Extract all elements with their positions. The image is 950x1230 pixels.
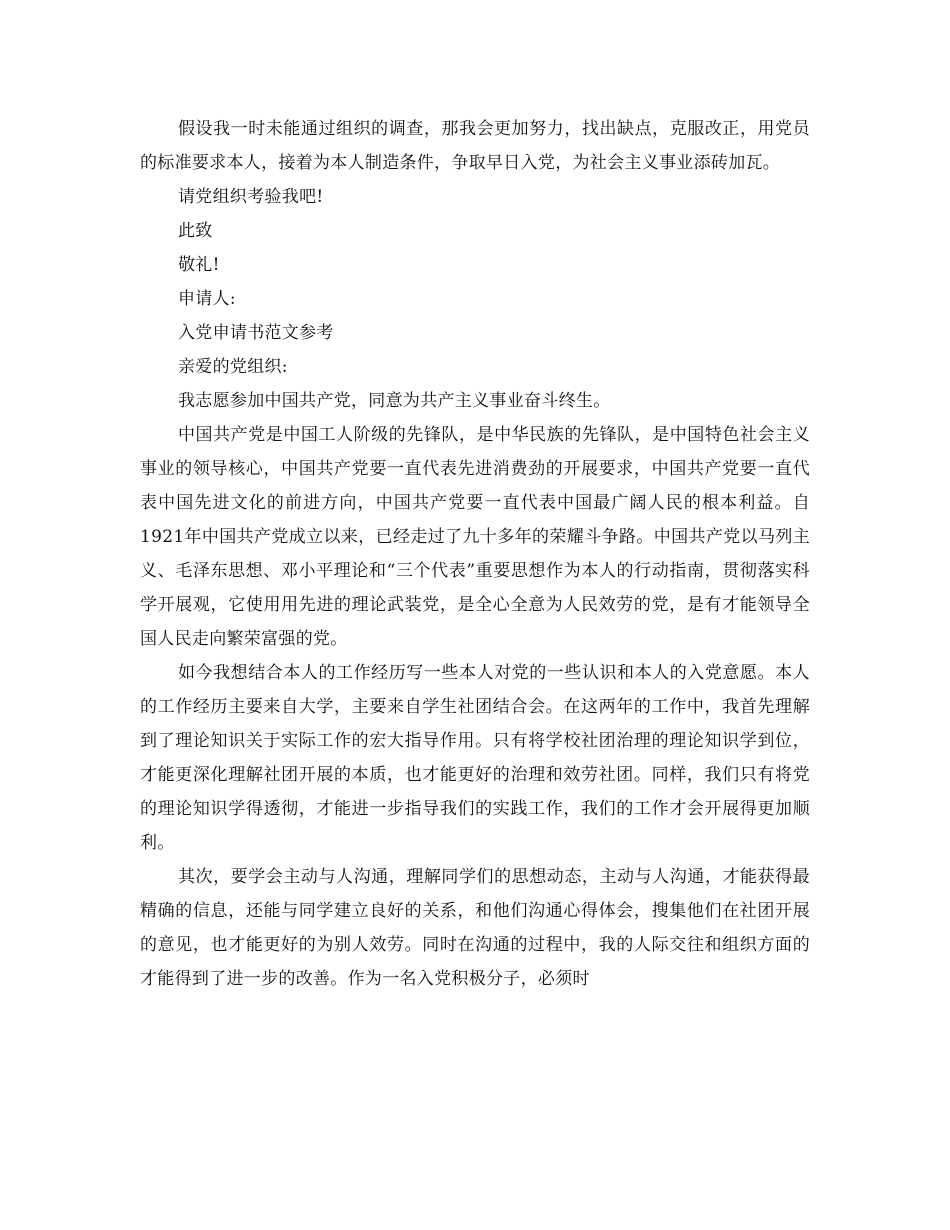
paragraph-communication: 其次，要学会主动与人沟通，理解同学们的思想动态，主动与人沟通，才能获得最精确的信息，还能与同学建立良好的关系，和他们沟通心得体会，搜集他们在社团开展的意见，也才能更好的为别人效劳。同时在沟通的过程中，我的人际交往和组织方面的才能得到了进一步的改善。作为一名入党积极分子，必须时 <box>140 867 810 989</box>
paragraph-work-experience: 如今我想结合本人的工作经历写一些本人对党的一些认识和本人的入党意愿。本人的工作经历主要来自大学，主要来自学生社团结合会。在这两年的工作中，我首先理解到了理论知识关于实际工作的宏大指导作用。只有将学校社团治理的理论知识学到位，才能更深化理解社团开展的本质，也才能更好的治理和效劳社团。同样，我们只有将党的理论知识学得透彻，才能进一步指导我们的实践工作，我们的工作才会开展得更加顺利。 <box>140 663 810 853</box>
paragraph-regards: 敬礼! <box>178 255 220 275</box>
paragraph-applicant: 申请人: <box>178 289 236 309</box>
paragraph-party-description: 中国共产党是中国工人阶级的先锋队，是中华民族的先锋队，是中国特色社会主义事业的领导核心，中国共产党要一直代表先进消费劲的开展要求，中国共产党要一直代表中国先进文化的前进方向，中国共产党要一直代表中国最广阔人民的根本利益。自1921年中国共产党成立以来，已经走过了九十多年的荣耀斗争路。中国共产党以马列主义、毛泽东思想、邓小平理论和“三个代表”重要思想作为本人的行动指南，贯彻落实科学开展观，它使用用先进的理论武装党，是全心全意为人民效劳的党，是有才能领导全国人民走向繁荣富强的党。 <box>140 425 810 649</box>
paragraph-greeting: 亲爱的党组织: <box>178 357 288 377</box>
paragraph-intro: 假设我一时未能通过组织的调查，那我会更加努力，找出缺点，克服改正，用党员的标准要求本人，接着为本人制造条件，争取早日入党，为社会主义事业添砖加瓦。 <box>140 119 810 173</box>
paragraph-pledge: 我志愿参加中国共产党，同意为共产主义事业奋斗终生。 <box>178 391 611 411</box>
document-body <box>140 112 810 996</box>
paragraph-request: 请党组织考验我吧! <box>178 187 324 207</box>
paragraph-section-title: 入党申请书范文参考 <box>178 323 334 343</box>
paragraph-salutation-close: 此致 <box>178 221 213 241</box>
